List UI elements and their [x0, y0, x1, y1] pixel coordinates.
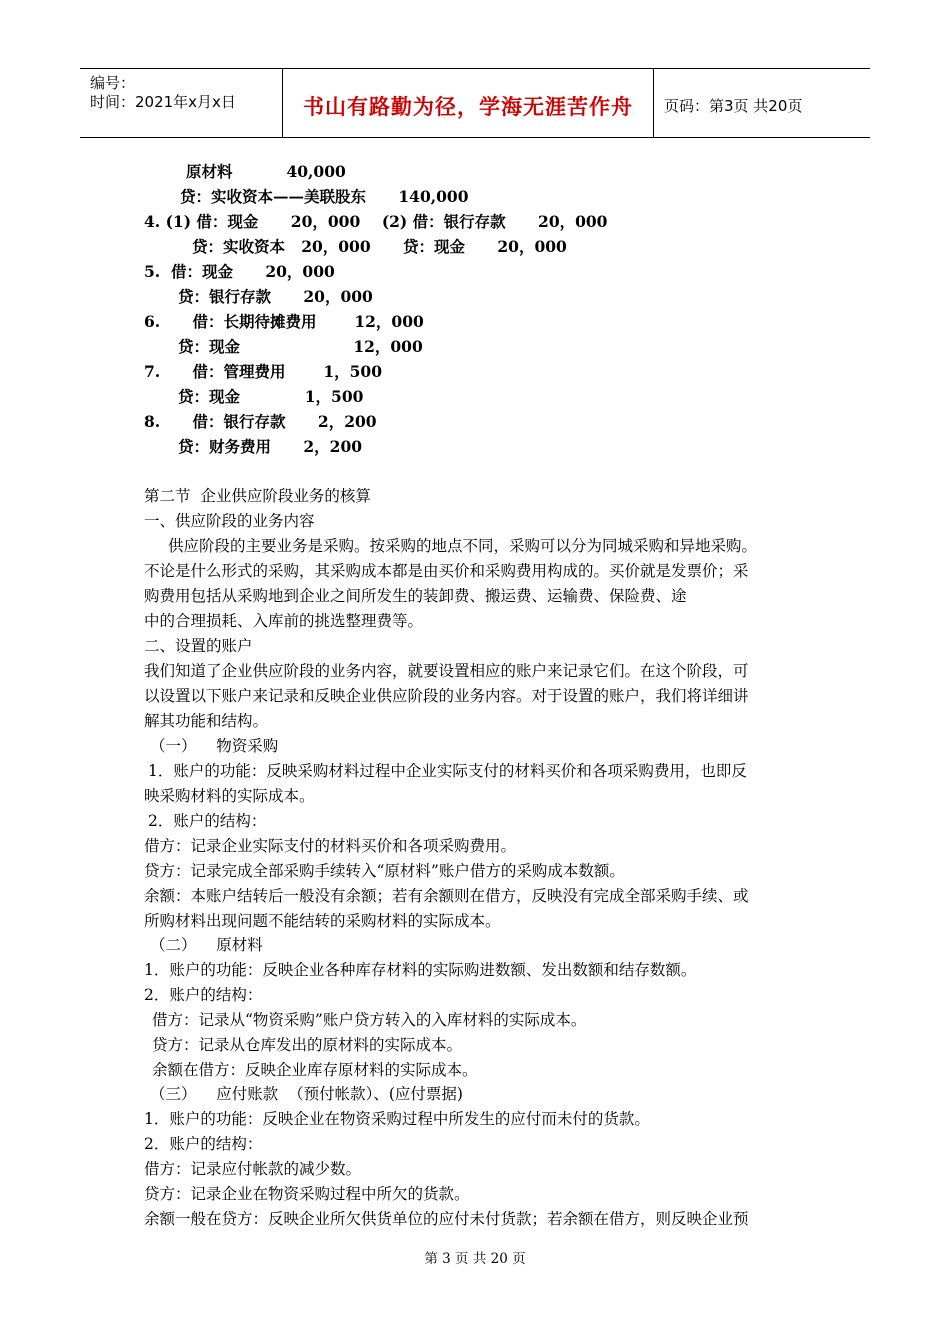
header-motto: 书山有路勤为径，学海无涯苦作舟	[303, 95, 633, 119]
page-footer: 第 3 页 共 20 页	[424, 1251, 526, 1267]
document-number-label: 编号：	[90, 74, 136, 92]
paragraph-line: 借方：记录从“物资采购”账户贷方转入的入库材料的实际成本。	[152, 1011, 587, 1029]
paragraph-line: 我们知道了企业供应阶段的业务内容，就要设置相应的账户来记录它们。在这个阶段，可	[144, 662, 749, 680]
header-meta-cell	[80, 69, 283, 137]
entry-line: 5. 借：现金 20，000	[144, 262, 335, 281]
paragraph-line: 中的合理损耗、入库前的挑选整理费等。	[144, 612, 424, 630]
entry-line: 贷：财务费用 2，200	[178, 437, 363, 456]
entry-line: 贷：现金 1，500	[178, 387, 364, 406]
entry-line: 6. 借：长期待摊费用 12，000	[144, 312, 424, 331]
paragraph-line: 映采购材料的实际成本。	[144, 787, 315, 805]
paragraph-line: 借方：记录企业实际支付的材料买价和各项采购费用。	[144, 837, 517, 855]
paragraph-line: 1．账户的功能：反映采购材料过程中企业实际支付的材料买价和各项采购费用，也即反	[148, 762, 747, 780]
document-time-label: 时间：2021年x月x日	[90, 93, 236, 111]
entry-line: 4. (1) 借：现金 20，000 (2) 借：银行存款 20，000	[144, 212, 608, 231]
entry-line: 贷：现金 12，000	[178, 337, 423, 356]
entry-line: 贷：实收资本——美联股东 140,000	[180, 187, 469, 206]
paragraph-line: 2．账户的结构：	[144, 986, 263, 1004]
paragraph-line: 余额一般在贷方：反映企业所欠供货单位的应付未付货款；若余额在借方，则反映企业预	[144, 1210, 749, 1228]
subsection-heading: 二、设置的账户	[144, 637, 253, 655]
paragraph-line: 所购材料出现问题不能结转的采购材料的实际成本。	[144, 912, 501, 930]
paragraph-line: 不论是什么形式的采购，其采购成本都是由买价和采购费用构成的。买价就是发票价；采	[144, 562, 749, 580]
entry-line: 原材料 40,000	[186, 162, 346, 181]
paragraph-line: 1．账户的功能：反映企业在物资采购过程中所发生的应付而未付的货款。	[144, 1110, 650, 1128]
paragraph-line: 1．账户的功能：反映企业各种库存材料的实际购进数额、发出数额和结存数额。	[144, 961, 697, 979]
header-page-cell	[654, 69, 870, 137]
header-page-number: 页码：第3页 共20页	[664, 97, 803, 115]
entry-line: 7. 借：管理费用 1，500	[144, 362, 382, 381]
header-motto-cell	[283, 69, 654, 137]
page-header	[80, 68, 870, 138]
paragraph-line: 供应阶段的主要业务是采购。按采购的地点不同，采购可以分为同城采购和异地采购。	[168, 537, 758, 555]
entry-line: 贷：实收资本 20，000 贷：现金 20，000	[192, 237, 567, 256]
paragraph-line: 余额在借方：反映企业库存原材料的实际成本。	[152, 1061, 478, 1079]
account-heading: （一） 物资采购	[150, 737, 279, 755]
paragraph-line: 余额：本账户结转后一般没有余额；若有余额则在借方，反映没有完成全部采购手续、或	[144, 887, 749, 905]
subsection-heading: 一、供应阶段的业务内容	[144, 512, 315, 530]
paragraph-line: 2．账户的结构：	[148, 812, 267, 830]
paragraph-line: 2．账户的结构：	[144, 1135, 263, 1153]
paragraph-line: 借方：记录应付帐款的减少数。	[144, 1160, 362, 1178]
paragraph-line: 解其功能和结构。	[144, 712, 269, 730]
account-heading: （三） 应付账款 （预付帐款）、(应付票据)	[150, 1085, 463, 1103]
paragraph-line: 贷方：记录从仓库发出的原材料的实际成本。	[152, 1036, 463, 1054]
section-title: 第二节 企业供应阶段业务的核算	[144, 487, 371, 505]
paragraph-line: 贷方：记录完成全部采购手续转入“原材料”账户借方的采购成本数额。	[144, 862, 625, 880]
paragraph-line: 以设置以下账户来记录和反映企业供应阶段的业务内容。对于设置的账户，我们将详细讲	[144, 687, 749, 705]
entry-line: 贷：银行存款 20，000	[178, 287, 373, 306]
account-heading: （二） 原材料	[150, 936, 263, 954]
paragraph-line: 贷方：记录企业在物资采购过程中所欠的货款。	[144, 1185, 470, 1203]
paragraph-line: 购费用包括从采购地到企业之间所发生的装卸费、搬运费、运输费、保险费、途	[144, 587, 687, 605]
entry-line: 8. 借：银行存款 2，200	[144, 412, 377, 431]
